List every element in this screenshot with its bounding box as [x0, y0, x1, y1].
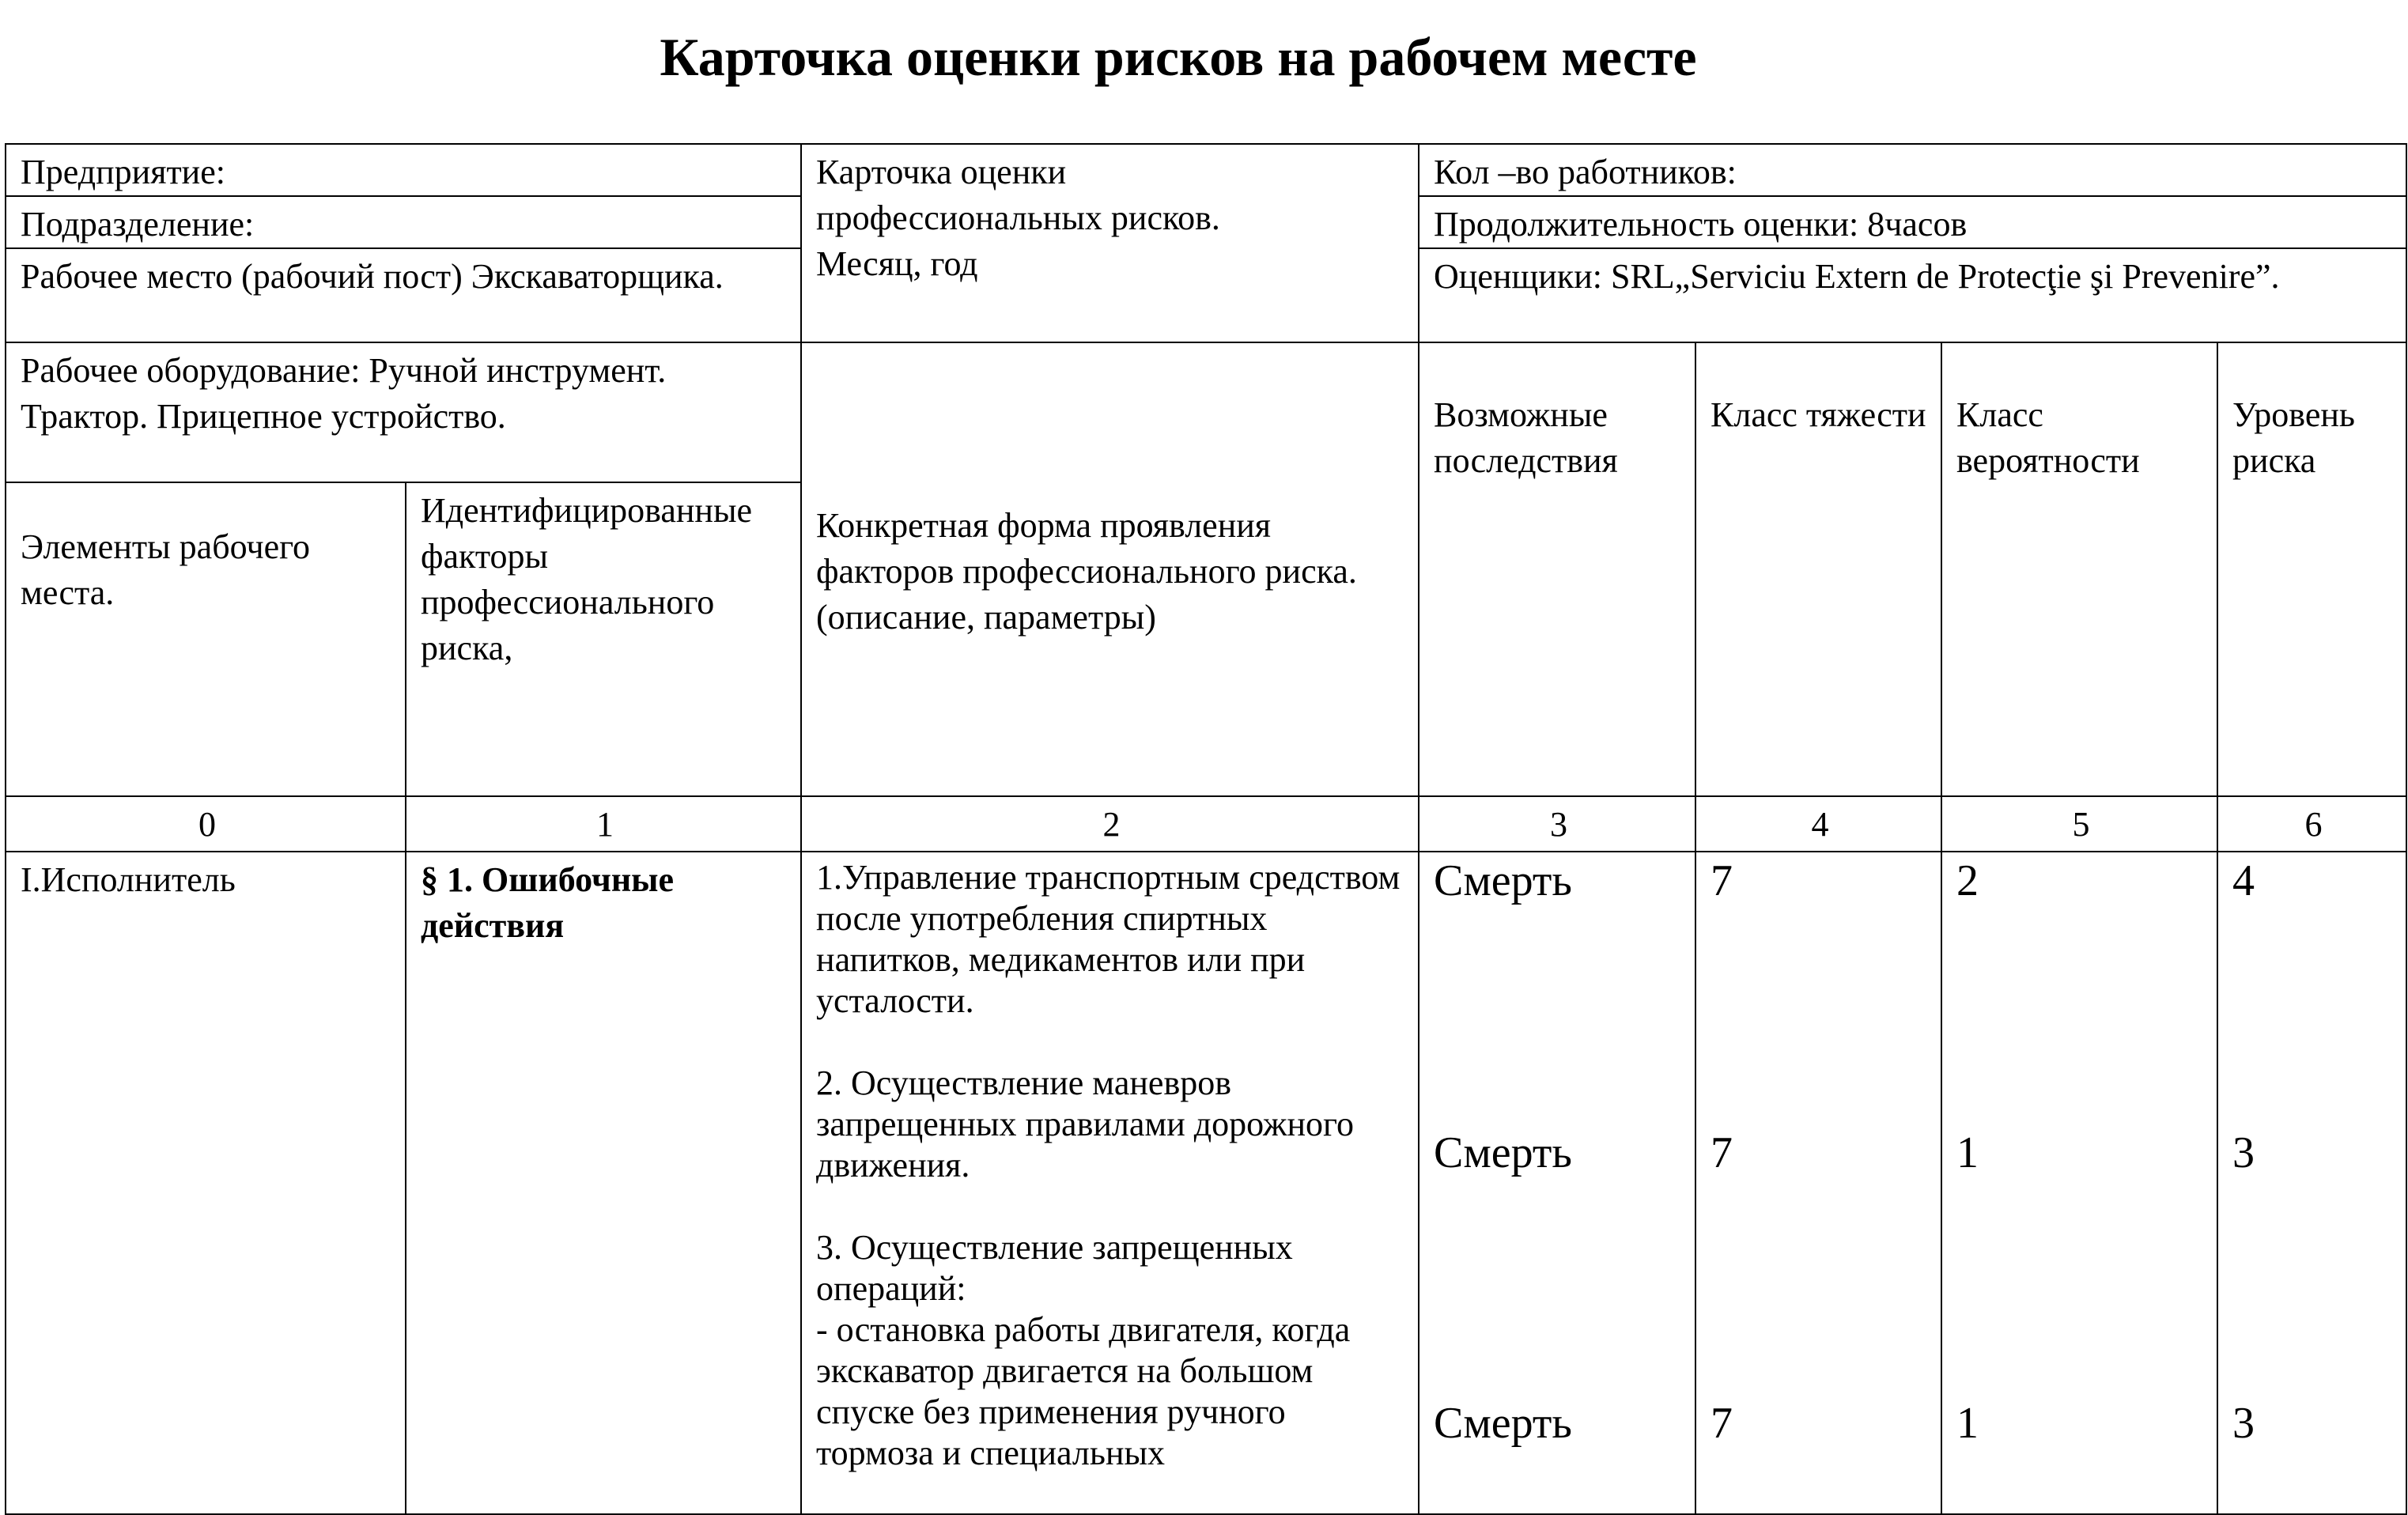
risk-level-2: 3	[2232, 1128, 2255, 1177]
column-number-5: 5	[1941, 796, 2217, 852]
elements-header	[6, 482, 406, 796]
consequence-2: Смерть	[1434, 1128, 1572, 1177]
card-title-line3: Месяц, год	[816, 244, 978, 283]
consequences-cell	[1419, 852, 1695, 1514]
probability-3: 1	[1956, 1399, 1979, 1448]
description-item-1: 1.Управление транспортным средством после употребления спиртных напитков, медикаментов или при усталости.	[816, 858, 1401, 1020]
concrete-form-header: Конкретная форма проявления факторов профессионального риска. (описание, параметры)	[801, 342, 1419, 796]
column-number-2: 2	[801, 796, 1419, 852]
column-number-0: 0	[6, 796, 406, 852]
severity-1: 7	[1711, 856, 1733, 905]
assessors-cell: Оценщики: SRL„Serviciu Extern de Protecţie şi Prevenire”.	[1419, 248, 2406, 342]
card-title-line2: профессиональных рисков.	[816, 198, 1220, 237]
probability-header	[1941, 342, 2217, 796]
column-number-6: 6	[2217, 796, 2406, 852]
severity-2: 7	[1711, 1128, 1733, 1177]
probability-header-label: Класс вероятности	[1956, 395, 2140, 480]
page-title: Карточка оценки рисков на рабочем месте	[660, 27, 1697, 87]
column-number-3: 3	[1419, 796, 1695, 852]
consequence-1: Смерть	[1434, 856, 1572, 905]
risk-level-1: 4	[2232, 856, 2255, 905]
factor-cell: § 1. Ошибочные действия	[406, 852, 801, 1514]
equipment-cell: Рабочее оборудование: Ручной инструмент. Трактор. Прицепное устройство.	[6, 342, 801, 482]
workers-count-cell: Кол –во работников:	[1419, 144, 2406, 196]
risk-level-cell	[2217, 852, 2406, 1514]
probability-cell	[1941, 852, 2217, 1514]
severity-header-label: Класс тяжести	[1711, 395, 1926, 434]
workplace-cell: Рабочее место (рабочий пост) Экскаваторщика.	[6, 248, 801, 342]
risk-level-3: 3	[2232, 1399, 2255, 1448]
element-cell: I.Исполнитель	[6, 852, 406, 1514]
subdivision-cell: Подразделение:	[6, 196, 801, 248]
probability-1: 2	[1956, 856, 1979, 905]
severity-cell	[1695, 852, 1941, 1514]
severity-3: 7	[1711, 1399, 1733, 1448]
description-cell	[801, 852, 1419, 1514]
duration-cell: Продолжительность оценки: 8часов	[1419, 196, 2406, 248]
consequences-header	[1419, 342, 1695, 796]
consequences-header-label: Возможные последствия	[1434, 395, 1618, 480]
card-title-line1: Карточка оценки	[816, 153, 1067, 191]
card-title-cell	[801, 144, 1419, 342]
factors-header: Идентифицированные факторы профессионального риска,	[406, 482, 801, 796]
risk-level-header	[2217, 342, 2406, 796]
description-item-2: 2. Осуществление маневров запрещенных правилами дорожного движения.	[816, 1064, 1354, 1184]
risk-assessment-table	[5, 143, 2407, 1515]
column-number-1: 1	[406, 796, 801, 852]
probability-2: 1	[1956, 1128, 1979, 1177]
table-row	[6, 852, 2406, 1514]
risk-level-header-label: Уровень риска	[2232, 395, 2355, 480]
consequence-3: Смерть	[1434, 1399, 1572, 1448]
elements-header-label: Элементы рабочего места.	[21, 527, 311, 612]
column-number-4: 4	[1695, 796, 1941, 852]
description-item-3: 3. Осуществление запрещенных операций: - остановка работы двигателя, когда экскаватор двигается на большом спуске без применения ручного тормоза и специальных	[816, 1228, 1351, 1472]
enterprise-cell: Предприятие:	[6, 144, 801, 196]
severity-header	[1695, 342, 1941, 796]
